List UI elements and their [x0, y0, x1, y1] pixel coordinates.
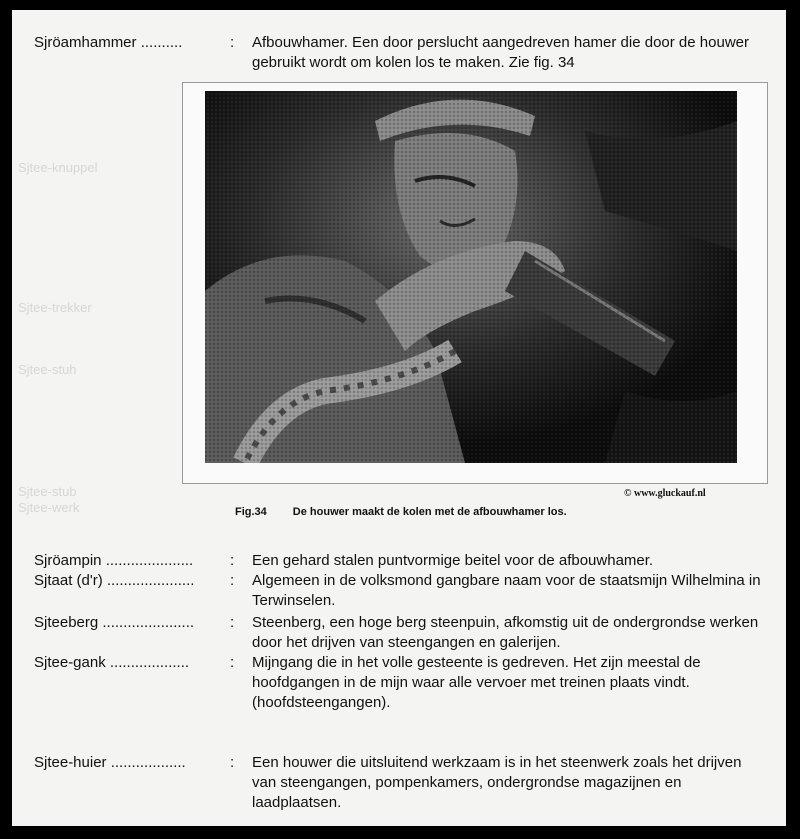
figure-caption-text: De houwer maakt de kolen met de afbouwhamer los.: [292, 506, 567, 518]
figure-number: Fig.34: [235, 506, 267, 518]
entry-definition: Steenberg, een hoge berg steenpuin, afkomstig uit de ondergrondse werken door het drijven van steengangen en galerijen.: [252, 614, 759, 651]
entry-term: Sjtaat (d'r) .....................: [34, 572, 195, 589]
figure-frame: [182, 82, 768, 484]
document-page: [12, 10, 786, 826]
entry-term: Sjtee-gank ...................: [34, 654, 190, 671]
entry-definition: Een gehard stalen puntvormige beitel voor de afbouwhamer.: [252, 552, 654, 569]
copyright-text: © www.gluckauf.nl: [624, 488, 706, 499]
ghost-text: Sjtee-knuppel: [18, 160, 98, 175]
entry-colon: :: [230, 552, 235, 569]
glossary-entry: [34, 33, 774, 73]
entry-definition: Mijngang die in het volle gesteente is gedreven. Het zijn meestal de hoofdgangen in de mijn waar alle vervoer met treinen plaats vindt. (hoofdsteengangen).: [252, 654, 701, 711]
entry-term: Sjröamhammer ..........: [34, 34, 183, 51]
entry-colon: :: [230, 34, 235, 51]
entry-colon: :: [230, 614, 235, 631]
entry-term: Sjteeberg ......................: [34, 614, 195, 631]
figure-caption: [235, 506, 567, 518]
ghost-text: Sjtee-stuh: [18, 362, 77, 377]
glossary-entry: [34, 653, 774, 713]
glossary-entry: [34, 753, 774, 813]
figure-photo: [205, 91, 737, 463]
entry-colon: :: [230, 572, 235, 589]
glossary-entry: [34, 551, 774, 571]
entry-colon: :: [230, 754, 235, 771]
glossary-entry: [34, 613, 774, 653]
ghost-text: Sjtee-werk: [18, 500, 80, 515]
entry-definition: Afbouwhamer. Een door perslucht aangedreven hamer die door de houwer gebruikt wordt om kolen los te maken. Zie fig. 34: [252, 34, 749, 71]
entry-term: Sjröampin .....................: [34, 552, 194, 569]
entry-definition: Algemeen in de volksmond gangbare naam voor de staatsmijn Wilhelmina in Terwinselen.: [252, 572, 761, 609]
miner-photo-illustration: [205, 91, 737, 463]
entry-definition: Een houwer die uitsluitend werkzaam is in het steenwerk zoals het drijven van steengangen, pompenkamers, ondergrondse magazijnen en laadplaatsen.: [252, 754, 742, 811]
glossary-entry: [34, 571, 774, 611]
entry-term: Sjtee-huier ..................: [34, 754, 186, 771]
ghost-text: Sjtee-trekker: [18, 300, 92, 315]
entry-colon: :: [230, 654, 235, 671]
ghost-text: Sjtee-stub: [18, 484, 77, 499]
